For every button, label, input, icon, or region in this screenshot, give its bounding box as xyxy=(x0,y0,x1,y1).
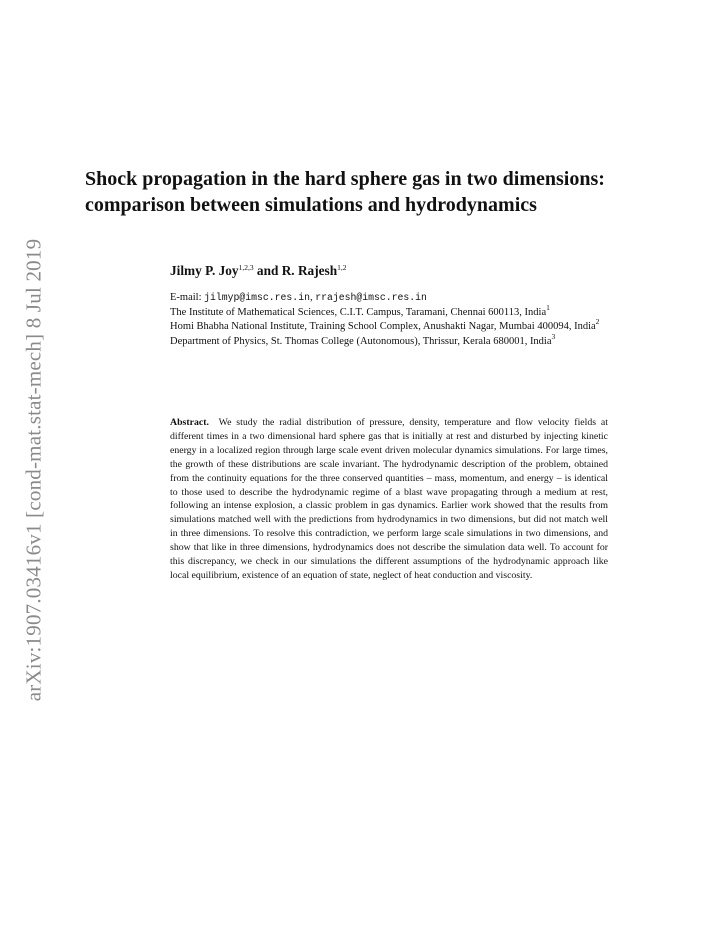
email-label: E-mail: xyxy=(170,292,202,303)
abstract xyxy=(170,416,608,583)
affiliation-mark: 2 xyxy=(595,317,600,326)
abstract-label: Abstract. xyxy=(170,417,209,428)
author-joiner: and xyxy=(256,263,279,278)
abstract-text: We study the radial distribution of pressure, density, temperature and flow velocity fields at different times in a two dimensional hard sphere gas that is initially at rest and disturbed by injecting kinetic energy in a localized region through large scale event driven molecular dynamics simulations. For large times, the growth of these distributions are scale invariant. The hydrodynamic description of the problem, obtained from the continuity equations for the three conserved quantities – mass, momentum, and energy – is identical to those used to describe the hydrodynamic regime of a blast wave propagating through a medium at rest, following an intense explosion, a classic problem in gas dynamics. Earlier work showed that the results from simulations matched well with the predictions from hydrodynamics in two dimensions, but did not match well in three dimensions. To resolve this contradiction, we perform large scale simulations in two dimensions, and show that like in three dimensions, hydrodynamics does not describe the simulation data well. To account for this discrepancy, we check in our simulations the different assumptions of the hydrodynamic approach like local equilibrium, existence of an equation of state, neglect of heat conduction and viscosity. xyxy=(170,417,609,581)
affiliation-text: Department of Physics, St. Thomas College (Autonomous), Thrissur, Kerala 680001, India xyxy=(170,335,552,347)
contact-block xyxy=(170,291,610,349)
email-address[interactable]: jilmyp@imsc.res.in xyxy=(204,292,310,303)
affiliation xyxy=(170,331,610,350)
author-name: Jilmy P. Joy xyxy=(170,263,239,278)
author-list xyxy=(170,262,346,280)
email-line xyxy=(170,291,610,306)
paper-title: Shock propagation in the hard sphere gas in two dimensions: comparison between simulations and hydrodynamics xyxy=(85,168,605,216)
arxiv-identifier-stamp: arXiv:1907.03416v1 [cond-mat.stat-mech] 8 Jul 2019 xyxy=(21,238,46,702)
author-affiliation-marks: 1,2,3 xyxy=(238,263,254,272)
affiliation xyxy=(170,302,610,321)
affiliation-text: The Institute of Mathematical Sciences, C.I.T. Campus, Taramani, Chennai 600113, India xyxy=(170,306,547,318)
affiliation-mark: 1 xyxy=(546,302,550,312)
affiliation xyxy=(170,317,610,335)
affiliation-text: Homi Bhabha National Institute, Training School Complex, Anushakti Nagar, Mumbai 400094, India xyxy=(170,321,596,332)
email-address[interactable]: rrajesh@imsc.res.in xyxy=(315,292,427,303)
author-name: R. Rajesh xyxy=(281,263,338,278)
affiliation-mark: 3 xyxy=(551,331,556,341)
author-affiliation-marks: 1,2 xyxy=(337,263,347,272)
email-separator: , xyxy=(309,292,313,303)
